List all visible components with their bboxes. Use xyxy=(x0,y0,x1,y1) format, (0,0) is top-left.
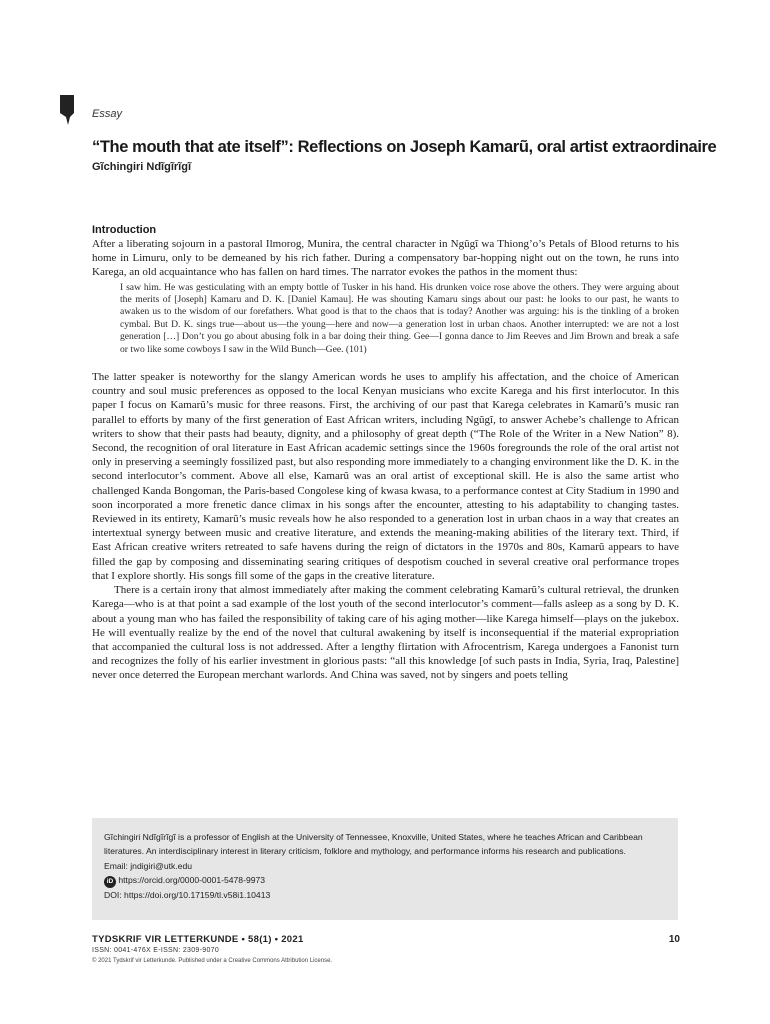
section-heading: Introduction xyxy=(92,224,157,236)
orcid-line xyxy=(104,873,668,888)
orcid-icon: iD xyxy=(104,876,116,888)
bookmark-marker-icon xyxy=(60,95,74,125)
author-name: Gĩchingiri Ndĩgĩrĩgĩ xyxy=(92,161,191,173)
orcid-link[interactable]: https://orcid.org/0000-0001-5478-9973 xyxy=(118,875,266,886)
doi-link[interactable]: DOI: https://doi.org/10.17159/tl.v58i1.10413 xyxy=(104,890,271,901)
block-quote: I saw him. He was gesticulating with an empty bottle of Tusker in his hand. His drunken voice rose above the others. They were arguing about the merits of [Joseph] Kamaru and D. K. [Daniel Kamau]. He was shouting Kamaru sings about our past: he looks to our past, he wants to awaken us to the wisdom of our forefathers. What good is that to the chaos that is today? Another was arguing: his is the tinkling of a broken cymbal. But D. K. sings true—about us—the young—here and now—a generation lost in urban chaos. Another interrupted: we are not a lost generation […] Don’t you go about abusing folk in a bar doing their thing. Gee—I gonna dance to Jim Reeves and Jim Brown and break a safe or two like some cowboys I saw in the Wild Bunch—Gee. (101) xyxy=(120,281,679,355)
section-label: Essay xyxy=(92,108,122,120)
paragraph-2: The latter speaker is noteworthy for the slangy American words he uses to amplify his affectation, and the choice of American country and soul music preferences as opposed to the local Kenyan musicians who excite Karega and his first interlocutor. In this paper I focus on Kamarũ’s music for three reasons. First, the archiving of our past that Karega celebrates in Kamarũ’s music ran parallel to efforts by many of the first generation of East African writers, including Ngũgĩ, to answer Achebe’s challenge to African writers to show that their pasts had beauty, dignity, and a philosophy of great depth (“The Role of the Writer in a New Nation” 8). Second, the recognition of oral literature in East African academic settings since the 1960s foregrounds the role of the oral artist not only in preserving a seemingly fossilized past, but also responding more immediately to a changing environment like the D. K. in the second interlocutor’s comment. Above all else, Kamarũ was an oral artist of exceptional skill. He is also the same artist who challenged Kanda Bongoman, the Paris-based Congolese king of kwasa kwasa, to a performance contest at City Stadium in 1990 and soon incorporated a more frenetic dance climax in his songs after the encounter, attesting to his adaptability to changing tastes. Reviewed in its entirety, Kamarũ’s music reveals how he also responded to a generation lost in urban chaos in a way that creates an intertextual synergy between music and creative literature, and extends the meaning-making abilities of the literary text. Third, if East African creative writers retreated to safe havens during the reign of dictators in the 1970s and 80s, Kamarũ appears to have filled the gap by composing and disseminating searing critiques of despotism couched in several creative oral performance tropes that I explore shortly. His songs fill some of the gaps in the creative literature. xyxy=(92,371,679,582)
paragraph-3: There is a certain irony that almost immediately after making the comment celebrating Kamarũ’s cultural retrieval, the drunken Karega—who is at that point a sad example of the lost youth of the second interlocutor’s comment—falls asleep as a song by D. K. about a young man who has failed the responsibility of taking care of his aging mother—like Karega himself—plays on the jukebox. He will eventually realize by the end of the novel that cultural awakening by itself is inconsequential if the material expropriation that accompanied the cultural loss is not addressed. After a lengthy flirtation with Afrocentrism, Karega undergoes a Fanonist turn and recognizes the folly of his earlier investment in glorious pasts: “all this knowledge [of such pasts in India, Syria, Iraq, Palestine] never once deterred the European merchant warlords. And China was saved, not by singers and poets telling xyxy=(92,584,679,682)
author-bio: Gĩchingiri Ndĩgĩrĩgĩ is a professor of English at the University of Tennessee, Knoxville, United States, where he teaches African and Caribbean literatures. An interdisciplinary interest in literary criticism, folklore and mythology, and performance informs his research and publications. xyxy=(104,832,643,857)
article-body xyxy=(92,223,679,683)
license-note: © 2021 Tydskrif vir Letterkunde. Published under a Creative Commons Attribution License. xyxy=(92,958,333,964)
article-title: “The mouth that ate itself”: Reflections on Joseph Kamarũ, oral artist extraordinaire xyxy=(92,138,717,156)
author-email[interactable]: Email: jndigiri@utk.edu xyxy=(104,860,193,871)
issn-info: ISSN: 0041-476X E-ISSN: 2309-9070 xyxy=(92,947,220,954)
author-note-box xyxy=(92,818,678,920)
paragraph-1: After a liberating sojourn in a pastoral Ilmorog, Munira, the central character in Ngũgĩ wa Thiong’o’s Petals of Blood returns to his home in Limuru, only to be demeaned by his rich father. During a compensatory bar-hopping night out on the town, he runs into Karega, an old acquaintance who has fallen on hard times. The narrator evokes the pathos in the moment thus: xyxy=(92,238,679,279)
journal-info: TYDSKRIF VIR LETTERKUNDE • 58(1) • 2021 xyxy=(92,934,304,945)
page-number: 10 xyxy=(668,934,680,945)
